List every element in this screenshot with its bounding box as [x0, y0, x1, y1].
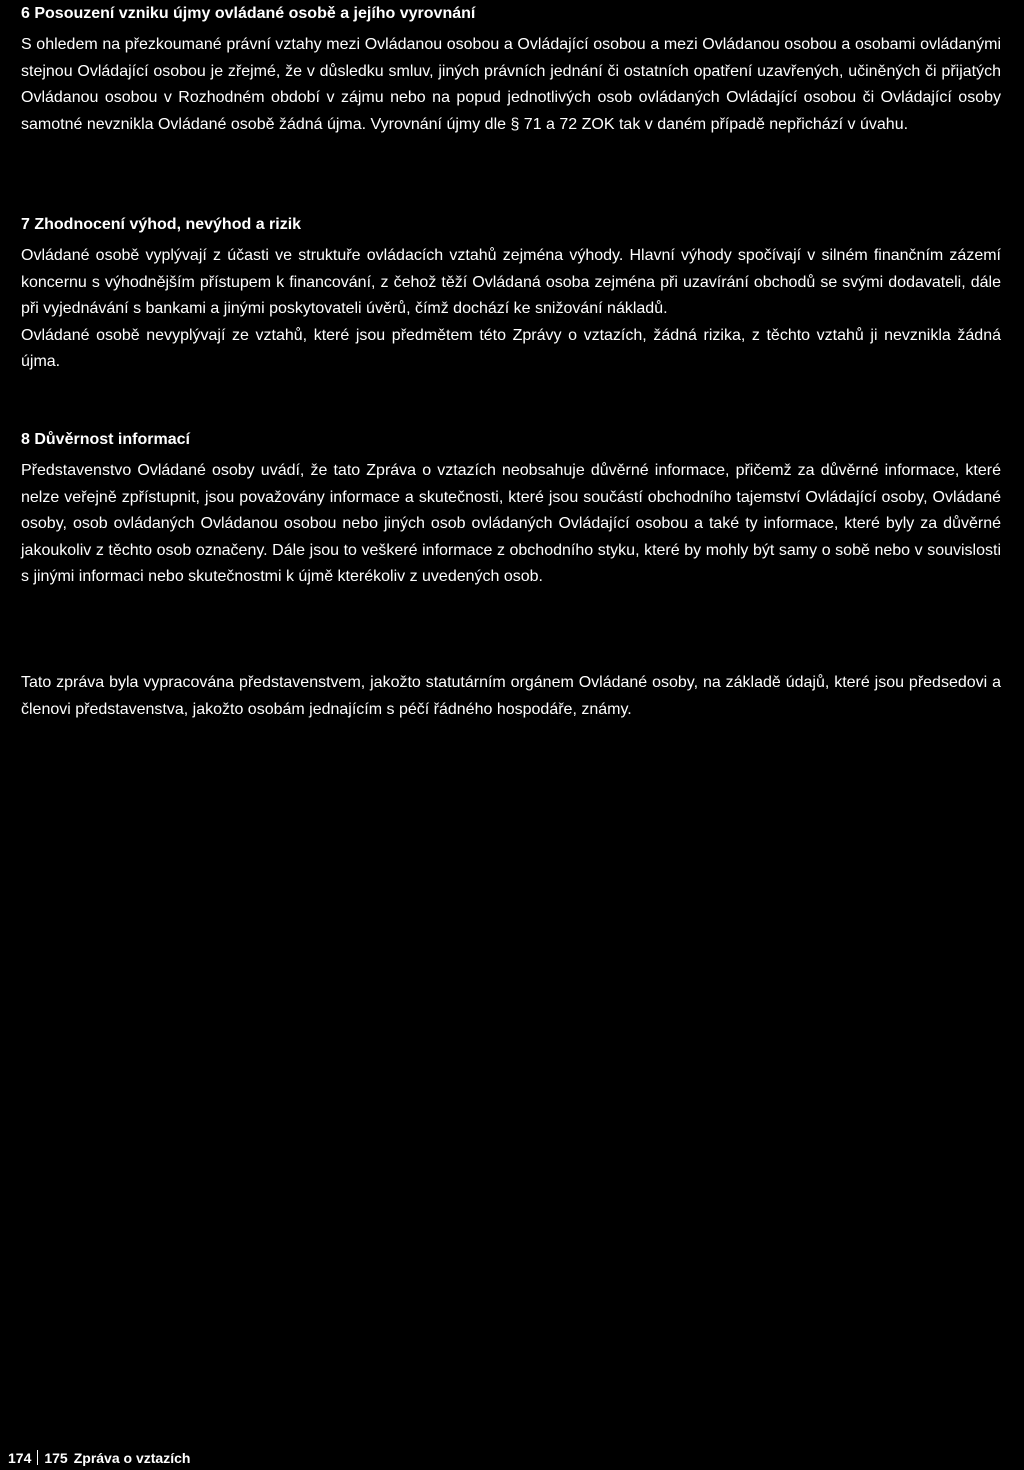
section-paragraph: S ohledem na přezkoumané právní vztahy mezi Ovládanou osobou a Ovládající osobou a mezi Ovládanou osobou a osobami ovládanými stejnou Ovládající osobou je zřejmé, že v důsledku smluv, jiných právních jednání či ostatních opatření uzavřených, učiněných či přijatých Ovládanou osobou v Rozhodném období v zájmu nebo na popud jednotlivých osob ovládaných Ovládající osobou či Ovládající osoby samotné nevznikla Ovládané osobě žádná újma. Vyrovnání újmy dle § 71 a 72 ZOK tak v daném případě nepřichází v úvahu. — [21, 36, 1001, 133]
page-number-left: 174 — [8, 1450, 32, 1466]
section-paragraph: Ovládané osobě vyplývají z účasti ve struktuře ovládacích vztahů zejména výhody. Hlavní výhody spočívají v silném finančním zázemí koncernu s výhodnějším přístupem k financování, z čehož těží Ovládaná osoba zejména při uzavírání obchodů se svými dodavateli, dále při vyjednávání s bankami a jinými poskytovateli úvěrů, čímž dochází ke snižování nákladů. — [21, 247, 1001, 317]
section-heading: 8 Důvěrnost informací — [21, 431, 190, 448]
section-heading: 6 Posouzení vzniku újmy ovládané osobě a jejího vyrovnání — [21, 5, 476, 22]
section-paragraph: Představenstvo Ovládané osoby uvádí, že tato Zpráva o vztazích neobsahuje důvěrné informace, přičemž za důvěrné informace, které nelze veřejně zpřístupnit, jsou považovány informace a skutečnosti, které jsou součástí obchodního tajemství Ovládající osoby, Ovládané osoby, osob ovládaných Ovládanou osobou nebo jiných osob ovládaných Ovládající osobou a také ty informace, které byly za důvěrné jakoukoliv z těchto osob označeny. Dále jsou to veškeré informace z obchodního styku, které by mohly být samy o sobě nebo v souvislosti s jinými informaci nebo skutečnostmi k újmě kterékoliv z uvedených osob. — [21, 462, 1001, 585]
footer-document-title: Zpráva o vztazích — [73, 1450, 191, 1466]
page-number-separator — [37, 1450, 38, 1465]
closing-statement-block — [21, 670, 1001, 723]
section-harm-assessment — [21, 2, 1001, 138]
page-number-right: 175 — [44, 1450, 68, 1466]
section-advantages-risks — [21, 213, 1001, 376]
section-confidentiality — [21, 428, 1001, 591]
section-heading: 7 Zhodnocení výhod, nevýhod a rizik — [21, 216, 302, 233]
page-footer — [8, 1448, 190, 1468]
closing-statement: Tato zpráva byla vypracována představenstvem, jakožto statutárním orgánem Ovládané osoby, na základě údajů, které jsou předsedovi a členovi představenstva, jakožto osobám jednajícím s péčí řádného hospodáře, známy. — [21, 674, 1001, 718]
section-paragraph: Ovládané osobě nevyplývají ze vztahů, které jsou předmětem této Zprávy o vztazích, žádná rizika, z těchto vztahů ji nevznikla žádná újma. — [21, 326, 1001, 370]
